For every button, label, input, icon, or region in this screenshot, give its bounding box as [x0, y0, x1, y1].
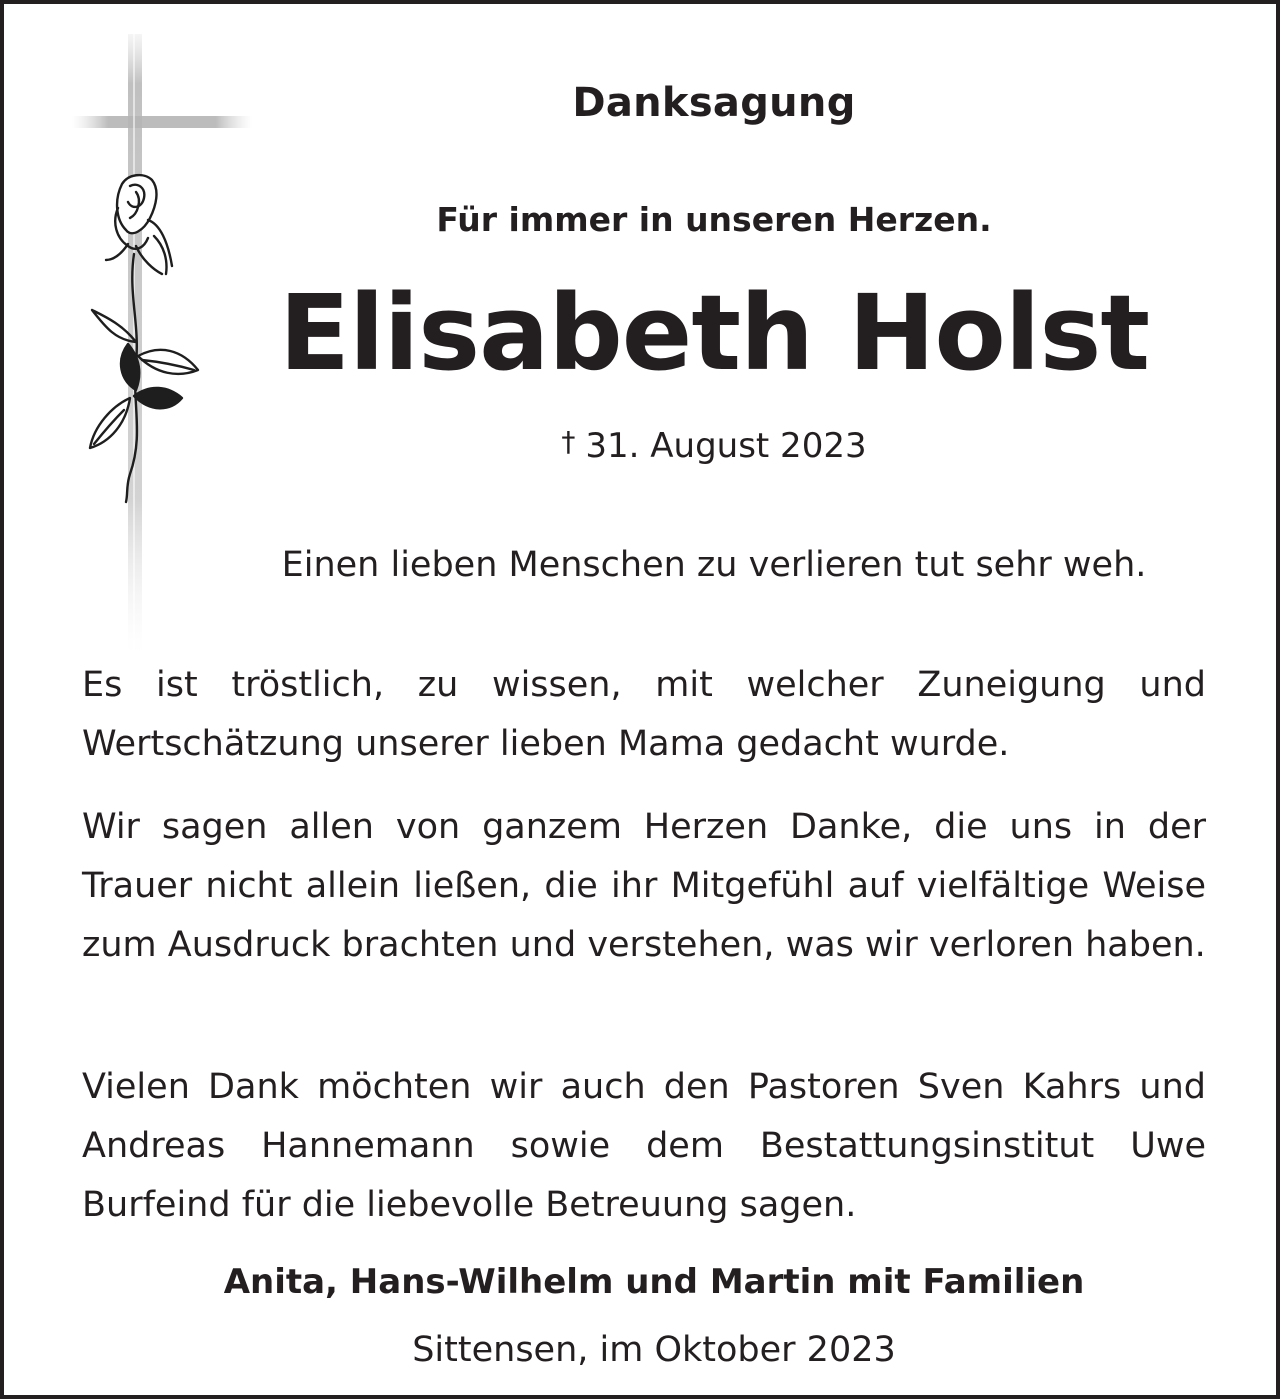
announcement-heading: Danksagung — [572, 80, 856, 126]
death-cross-icon: † — [561, 425, 576, 458]
deceased-name: Elisabeth Holst — [278, 272, 1150, 394]
death-date-line — [74, 426, 1280, 466]
death-date: 31. August 2023 — [585, 426, 867, 466]
thanks-paragraph-2: Wir sagen allen von ganzem Herzen Danke, die uns in der Trauer nicht allein ließen, die ihr Mitgefühl auf vielfältige Weise zum Ausdruck brachten und verstehen, was wir verloren haben. — [82, 807, 1206, 965]
thanks-paragraph-3: Vielen Dank möchten wir auch den Pastoren Sven Kahrs und Andreas Hannemann sowie dem Bestattungsinstitut Uwe Burfeind für die liebevolle Betreuung sagen. — [82, 1067, 1206, 1225]
place-and-date: Sittensen, im Oktober 2023 — [412, 1330, 896, 1370]
memorial-quote: Einen lieben Menschen zu verlieren tut sehr weh. — [281, 545, 1147, 585]
thanks-paragraph-1: Es ist tröstlich, zu wissen, mit welcher Zuneigung und Wertschätzung unserer lieben Mama gedacht wurde. — [82, 665, 1206, 764]
family-signature: Anita, Hans-Wilhelm und Martin mit Familien — [223, 1262, 1085, 1302]
memorial-motto: Für immer in unseren Herzen. — [436, 200, 992, 239]
